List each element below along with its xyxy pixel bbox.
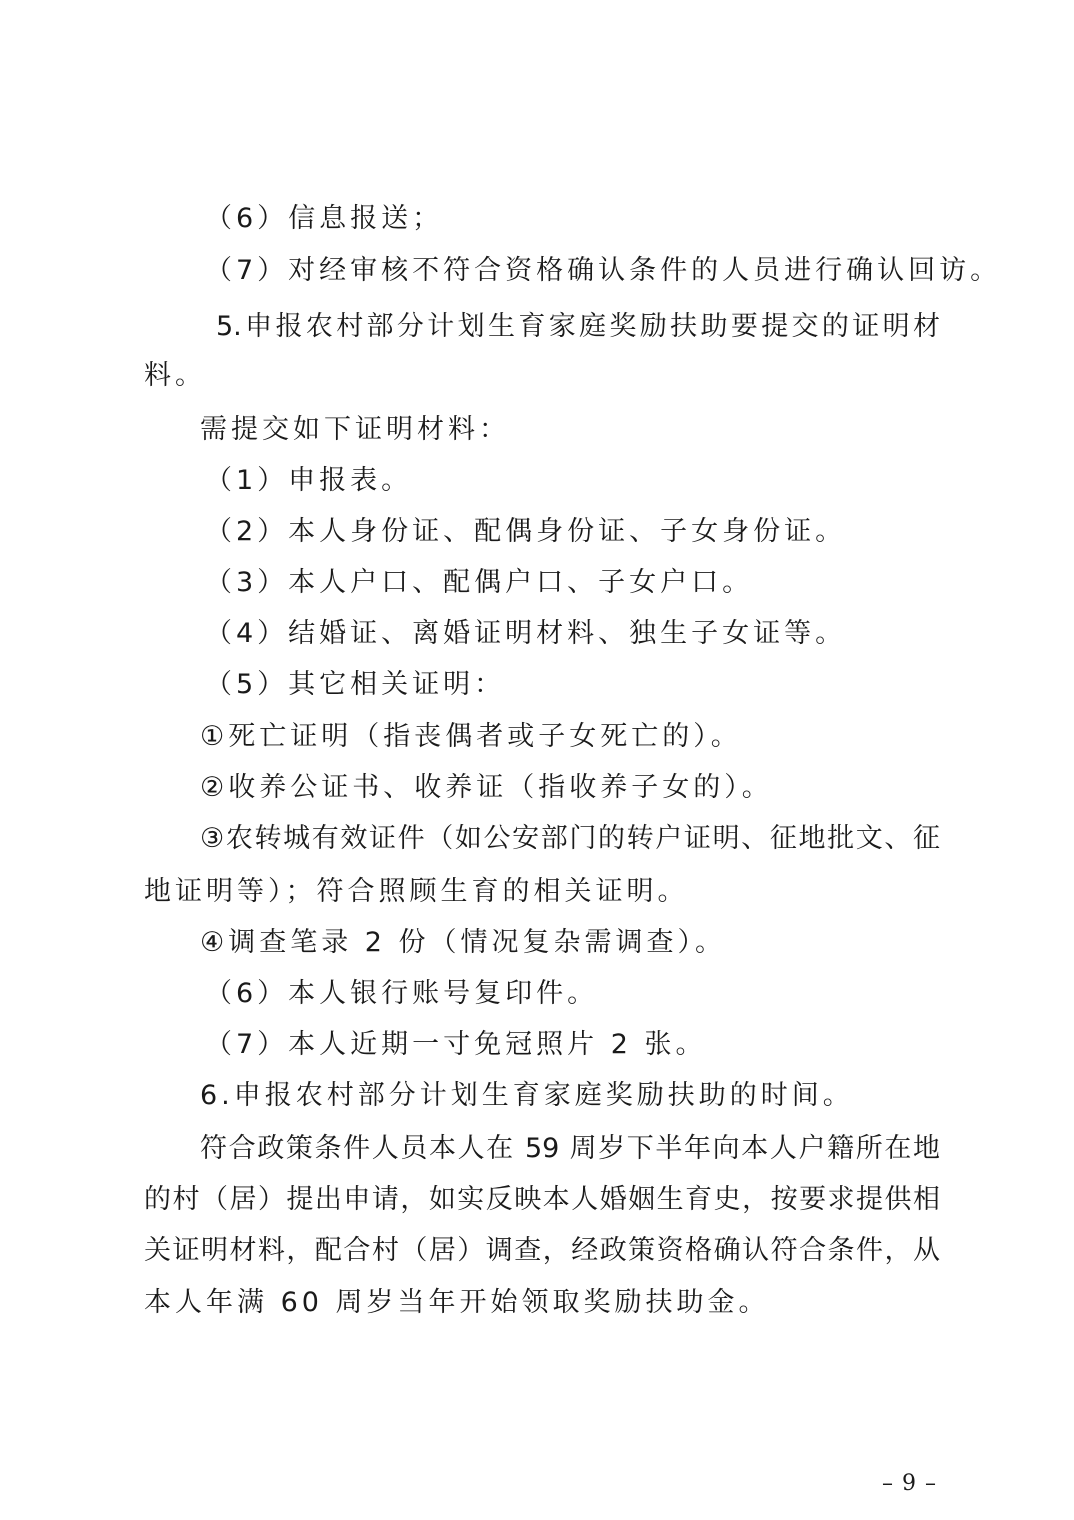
text-line-3: 5.申报农村部分计划生育家庭奖励扶助要提交的证明材	[216, 311, 940, 342]
text-line-6: （1）申报表。	[205, 465, 413, 496]
page-number: – 9 –	[882, 1471, 937, 1496]
text-line-20: 的村（居）提出申请，如实反映本人婚姻生育史，按要求提供相	[144, 1184, 940, 1215]
text-line-22: 本人年满 60 周岁当年开始领取奖励扶助金。	[144, 1287, 770, 1318]
text-line-21: 关证明材料，配合村（居）调查，经政策资格确认符合条件，从	[144, 1235, 940, 1266]
text-line-7: （2）本人身份证、配偶身份证、子女身份证。	[205, 516, 847, 547]
text-line-9: （4）结婚证、离婚证明材料、独生子女证等。	[205, 618, 847, 649]
text-line-8: （3）本人户口、配偶户口、子女户口。	[205, 567, 754, 598]
text-line-12: ②收养公证书、收养证（指收养子女的）。	[200, 772, 773, 803]
text-line-13: ③农转城有效证件（如公安部门的转户证明、征地批文、征	[200, 823, 940, 854]
text-line-14: 地证明等）；符合照顾生育的相关证明。	[144, 876, 689, 907]
text-line-2: （7）对经审核不符合资格确认条件的人员进行确认回访。	[205, 255, 1002, 286]
text-line-11: ①死亡证明（指丧偶者或子女死亡的）。	[200, 721, 742, 752]
text-line-18: 6.申报农村部分计划生育家庭奖励扶助的时间。	[200, 1080, 854, 1111]
text-line-17: （7）本人近期一寸免冠照片 2 张。	[205, 1029, 707, 1060]
text-line-10: （5）其它相关证明：	[205, 669, 506, 700]
text-line-19: 符合政策条件人员本人在 59 周岁下半年向本人户籍所在地	[200, 1133, 940, 1164]
text-line-15: ④调查笔录 2 份（情况复杂需调查）。	[200, 927, 727, 958]
text-line-1: （6）信息报送；	[205, 203, 444, 234]
text-line-16: （6）本人银行账号复印件。	[205, 978, 599, 1009]
text-line-5: 需提交如下证明材料：	[200, 414, 510, 445]
text-line-4: 料。	[144, 360, 206, 391]
